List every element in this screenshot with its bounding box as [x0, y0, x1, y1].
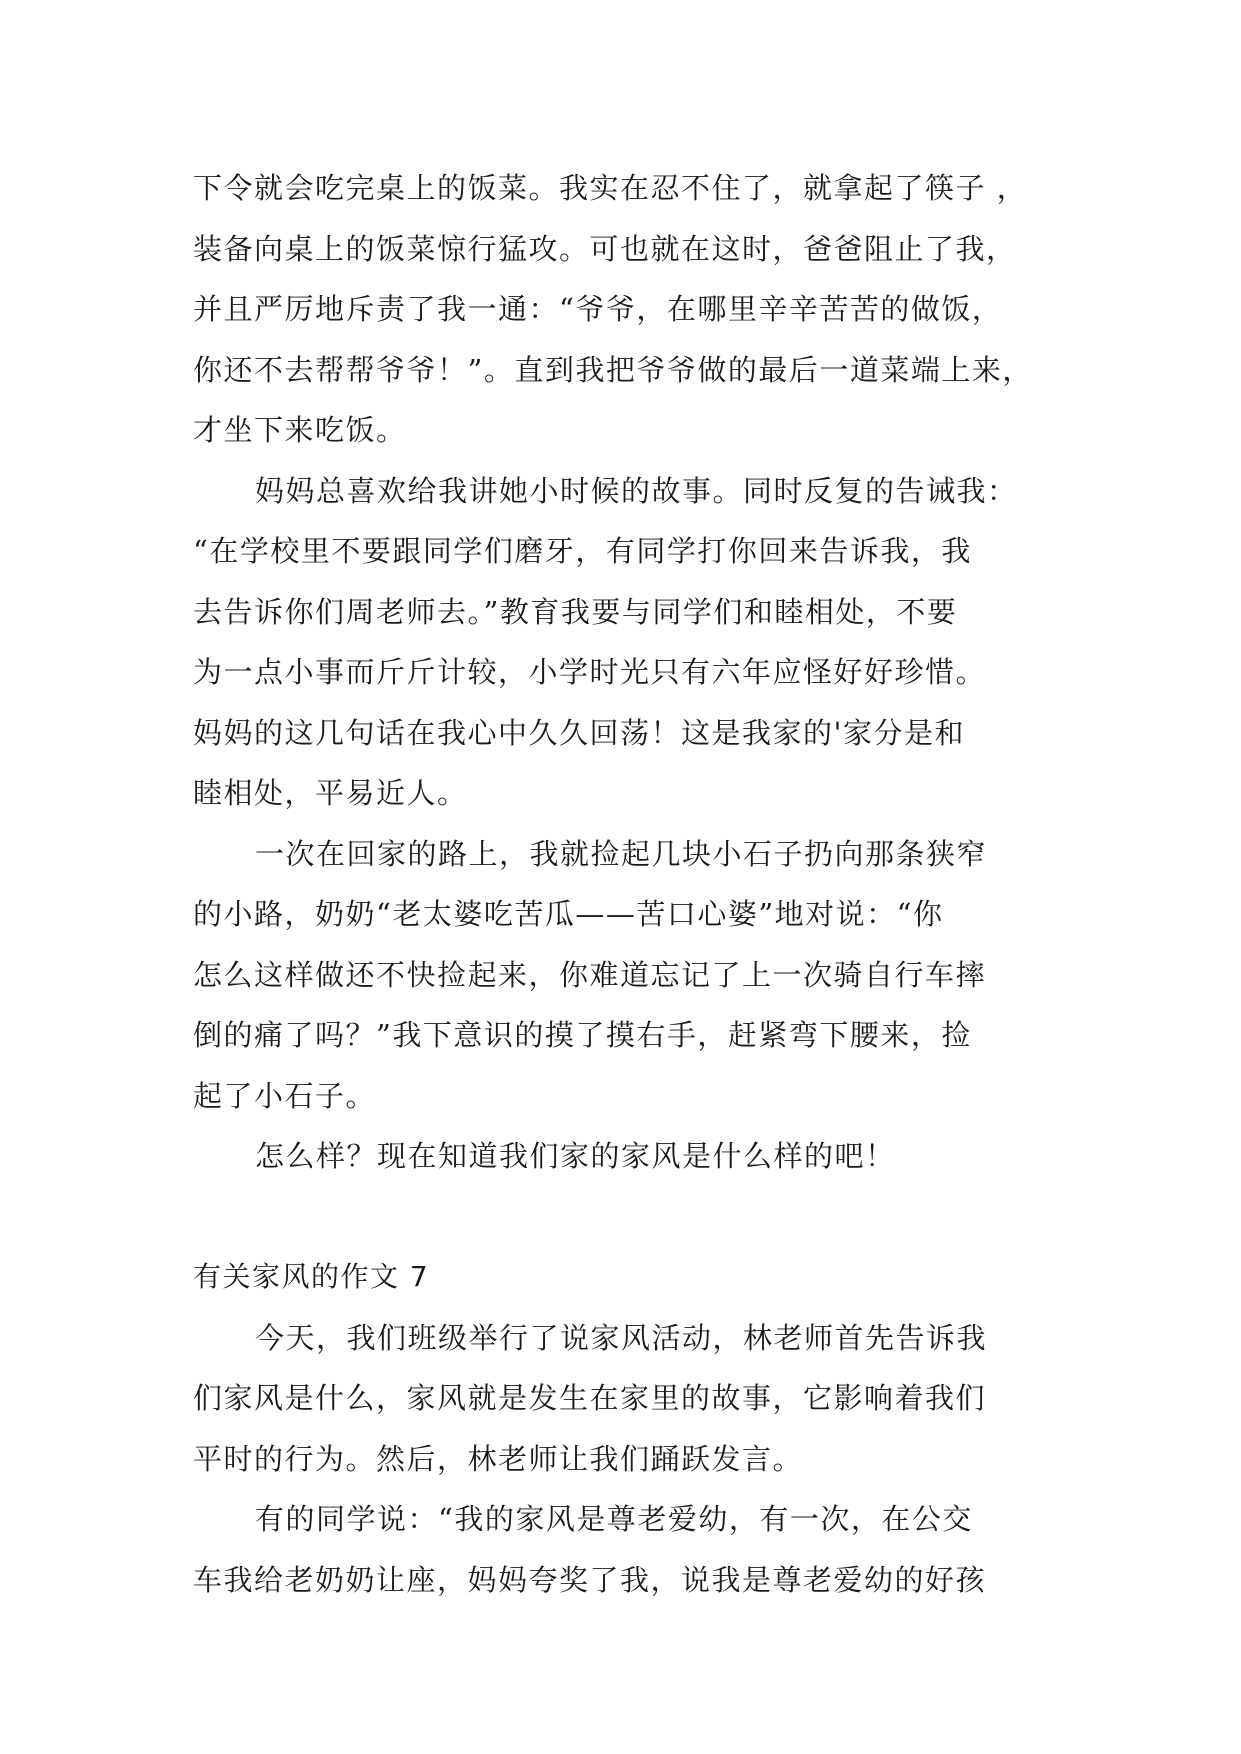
text-line: 去告诉你们周老师去。”教育我要与同学们和睦相处，不要: [193, 594, 958, 629]
paragraph-dinner: [193, 158, 1093, 461]
text-line: 平时的行为。然后，林老师让我们踊跃发言。: [193, 1441, 804, 1476]
text-line: 并且严厉地斥责了我一通：“爷爷，在哪里辛辛苦苦的做饭，: [193, 292, 1003, 326]
text-line: “在学校里不要跟同学们磨牙，有同学打你回来告诉我，我: [193, 534, 972, 568]
blank-line: [193, 1187, 1093, 1248]
paragraph-grandma: [193, 824, 1093, 1127]
paragraph-mother: [193, 461, 1093, 824]
text-line: 们家风是什么，家风就是发生在家里的故事，它影响着我们: [193, 1381, 987, 1415]
essay-heading: 有关家风的作文 7: [193, 1260, 430, 1293]
text-line: 的小路，奶奶“老太婆吃苦瓜——苦口心婆”地对说：“你: [193, 897, 944, 931]
text-line: 才坐下来吃饭。: [193, 413, 407, 447]
text-line: 怎么这样做还不快捡起来，你难道忘记了上一次骑自行车摔: [193, 957, 987, 992]
text-line: 倒的痛了吗？”我下意识的摸了摸右手，赶紧弯下腰来，捡: [193, 1018, 972, 1052]
text-line: 有的同学说：“我的家风是尊老爱幼，有一次，在公交: [255, 1502, 973, 1536]
text-line: 妈妈总喜欢给我讲她小时候的故事。同时反复的告诫我：: [255, 473, 1018, 508]
text-line: 你还不去帮帮爷爷！”。直到我把爷爷做的最后一道菜端上来，: [193, 352, 1033, 387]
text-line: 起了小石子。: [193, 1078, 377, 1113]
text-line: 妈妈的这几句话在我心中久久回荡！这是我家的'家分是和: [193, 715, 965, 750]
paragraph-class-activity: [193, 1308, 1093, 1490]
essay-body: [193, 158, 1093, 1610]
text-line: 车我给老奶奶让座，妈妈夸奖了我，说我是尊老爱幼的好孩: [193, 1562, 987, 1597]
text-line: 怎么样？现在知道我们家的家风是什么样的吧！: [255, 1139, 896, 1173]
text-line: 装备向桌上的饭菜惊行猛攻。可也就在这时，爸爸阻止了我，: [193, 231, 1017, 266]
text-line: 今天，我们班级举行了说家风活动，林老师首先告诉我: [255, 1320, 988, 1355]
text-line: 为一点小事而斤斤计较，小学时光只有六年应怪好好珍惜。: [193, 655, 987, 689]
paragraph-classmate: [193, 1489, 1093, 1610]
paragraph-conclusion: [193, 1126, 1093, 1187]
text-line: 睦相处，平易近人。: [193, 776, 468, 810]
text-line: 下令就会吃完桌上的饭菜。我实在忍不住了，就拿起了筷子 ，: [193, 171, 1028, 205]
text-line: 一次在回家的路上，我就捡起几块小石子扔向那条狭窄: [255, 836, 988, 871]
